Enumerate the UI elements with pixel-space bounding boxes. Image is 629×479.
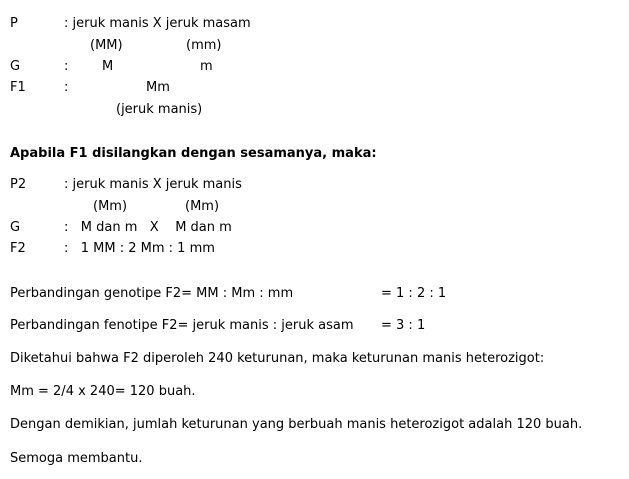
f2-label: F2 [10,241,26,256]
p2-cross-text: : jeruk manis X jeruk manis [64,177,242,192]
offspring-statement: Diketahui bahwa F2 diperoleh 240 keturunan, maka keturunan manis heterozigot: [10,351,545,366]
g-gamete-dominant: M [102,59,114,74]
p-label: P [10,16,18,31]
p2-genotype-2: (Mm) [185,199,220,214]
f1-colon: : [64,80,69,95]
heterozygous-calculation: Mm = 2/4 x 240= 120 buah. [10,384,196,399]
conclusion-statement: Dengan demikian, jumlah keturunan yang berbuah manis heterozigot adalah 120 buah. [10,417,583,432]
g2-label: G [10,220,21,235]
genotype-ratio-label: Perbandingan genotipe F2= MM : Mm : mm [10,286,294,301]
f2-genotypes: : 1 MM : 2 Mm : 1 mm [64,241,215,256]
p-cross-text: : jeruk manis X jeruk masam [64,16,251,31]
closing-note: Semoga membantu. [10,451,143,466]
f1-phenotype: (jeruk manis) [116,102,203,117]
p2-label: P2 [10,177,27,192]
p2-genotype-1: (Mm) [93,199,128,214]
phenotype-ratio-value: = 3 : 1 [381,318,426,333]
g-colon: : [64,59,69,74]
f1-genotype: Mm [146,80,170,95]
phenotype-ratio-label: Perbandingan fenotipe F2= jeruk manis : jeruk asam [10,318,354,333]
p-genotype-mm-dominant: (MM) [90,38,123,53]
p-genotype-mm-recessive: (mm) [186,38,222,53]
f1-label: F1 [10,80,26,95]
g2-gametes: : M dan m X M dan m [64,220,232,235]
f1-cross-heading: Apabila F1 disilangkan dengan sesamanya, maka: [10,146,377,161]
g-gamete-recessive: m [200,59,213,74]
genotype-ratio-value: = 1 : 2 : 1 [381,286,447,301]
g-label: G [10,59,21,74]
